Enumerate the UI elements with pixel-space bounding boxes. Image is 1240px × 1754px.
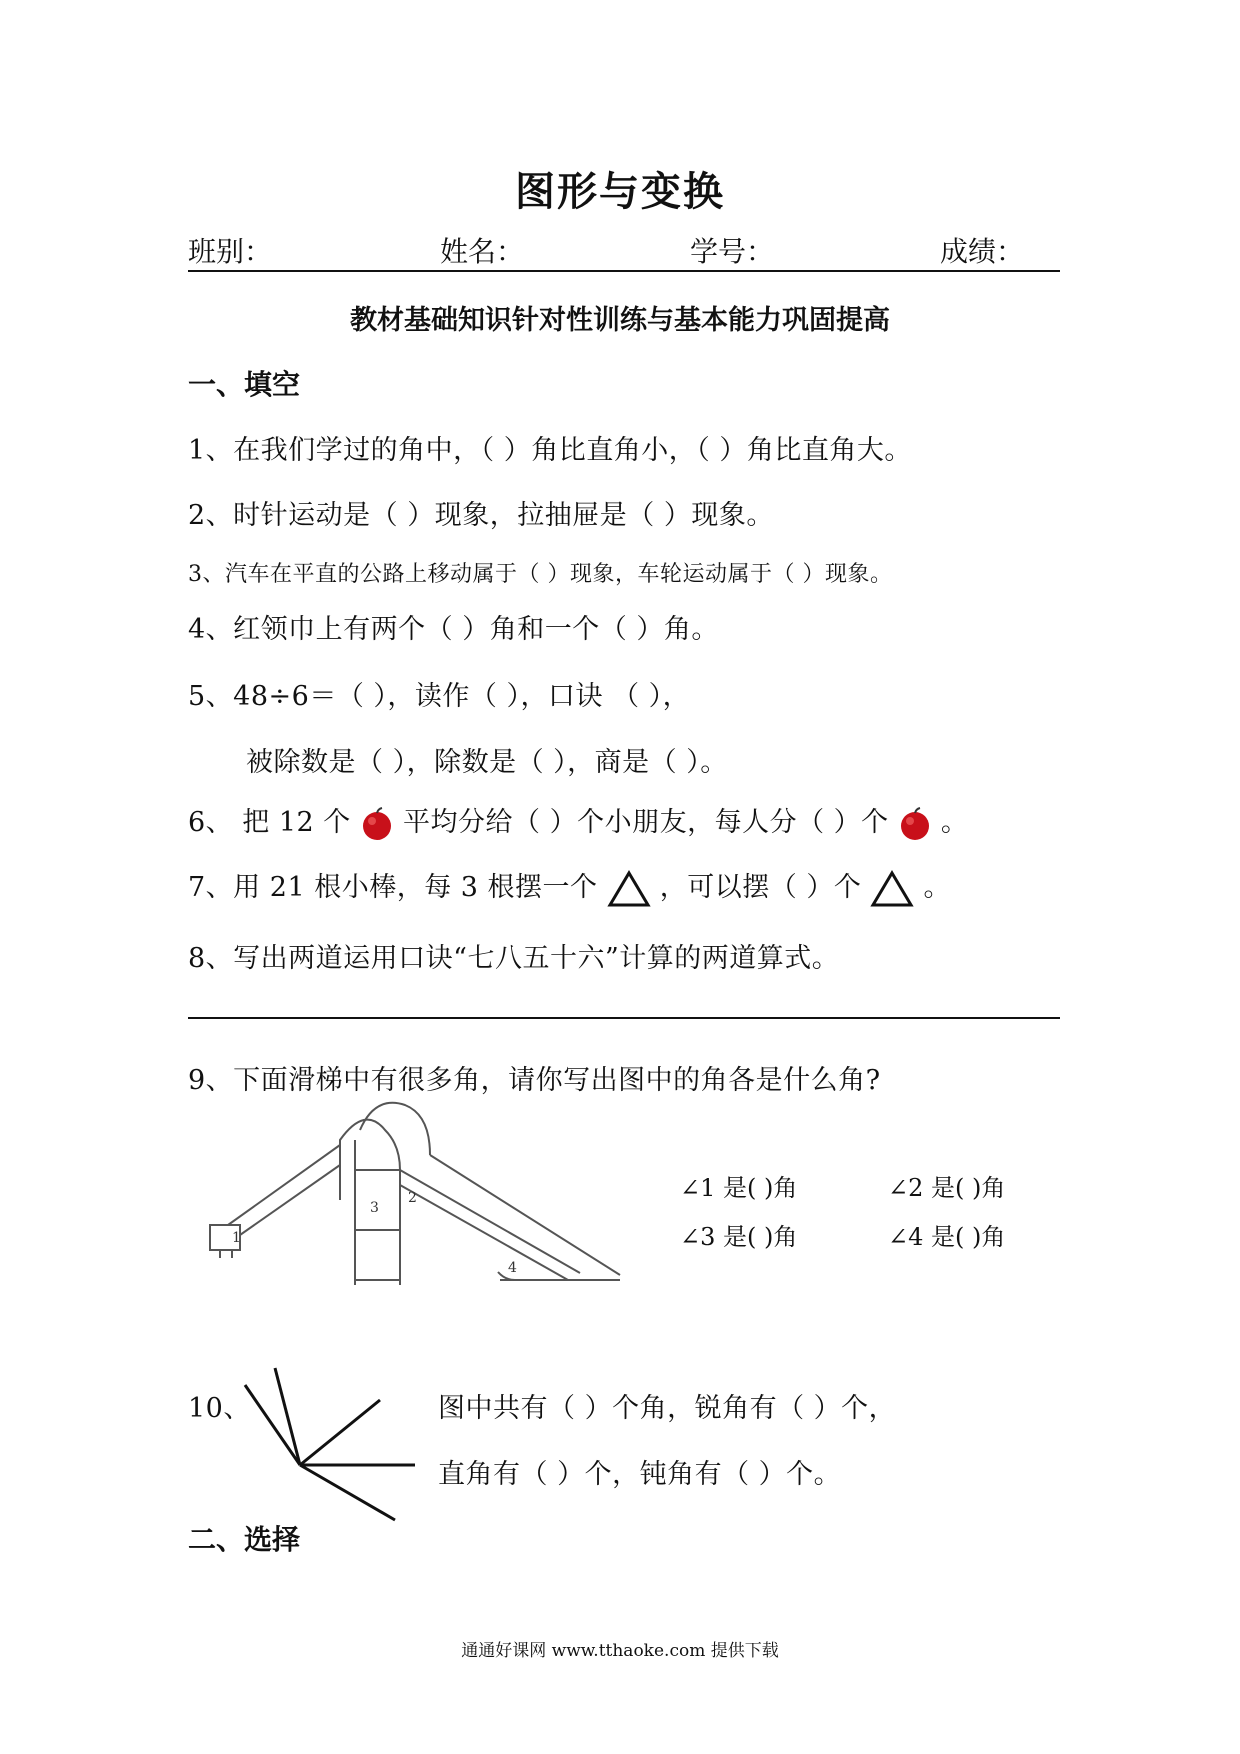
question-6-part-a: 6、 把 12 个 (188, 807, 351, 838)
triangle-icon (607, 870, 651, 908)
angle-label-3: 3 (370, 1200, 379, 1216)
section-fill-in: 一、填空 (188, 368, 301, 401)
name-label: 姓名： (440, 235, 525, 268)
angle-label-4: 4 (508, 1260, 517, 1276)
angle-2-question: ∠2 是( )角 (888, 1174, 1006, 1202)
answer-line (188, 1017, 1060, 1019)
question-7 (188, 865, 951, 908)
page-title: 图形与变换 (515, 169, 725, 215)
class-label: 班别： (188, 235, 273, 268)
question-7-part-b: ，可以摆（ ）个 (659, 872, 862, 903)
question-10-line1: 图中共有（ ）个角，锐角有（ ）个， (438, 1393, 897, 1424)
angle-label-1: 1 (232, 1230, 241, 1246)
angle-4-question: ∠4 是( )角 (888, 1223, 1006, 1251)
triangle-icon (870, 870, 914, 908)
question-3: 3、汽车在平直的公路上移动属于（ ）现象，车轮运动属于（ ）现象。 (188, 562, 893, 587)
question-8: 8、写出两道运用口诀“七八五十六”计算的两道算式。 (188, 943, 840, 974)
apple-icon (898, 807, 932, 841)
angle-1-question: ∠1 是( )角 (680, 1174, 798, 1202)
question-10-number: 10、 (188, 1393, 251, 1424)
student-info-row (188, 230, 1060, 272)
question-1: 1、在我们学过的角中，（ ）角比直角小，（ ）角比直角大。 (188, 435, 912, 466)
subtitle: 教材基础知识针对性训练与基本能力巩固提高 (350, 305, 890, 336)
score-label: 成绩： (940, 235, 1025, 268)
section-choice: 二、选择 (188, 1523, 301, 1556)
question-5-line2: 被除数是（ ），除数是（ ），商是（ ）。 (246, 747, 728, 778)
question-5-line1: 5、48÷6＝（ ），读作（ ），口诀 （ ）， (188, 681, 691, 712)
angle-3-question: ∠3 是( )角 (680, 1223, 798, 1251)
question-6-part-b: 平均分给（ ）个小朋友，每人分（ ）个 (402, 807, 889, 838)
question-6-part-c: 。 (940, 807, 969, 838)
angles-diagram (240, 1365, 420, 1525)
question-6 (188, 800, 968, 841)
question-4: 4、红领巾上有两个（ ）角和一个（ ）角。 (188, 614, 719, 645)
question-2: 2、时针运动是（ ）现象，拉抽屉是（ ）现象。 (188, 500, 774, 531)
footer-source: 通通好课网 www.tthaoke.com 提供下载 (461, 1641, 779, 1661)
question-10-line2: 直角有（ ）个，钝角有（ ）个。 (438, 1459, 842, 1490)
angle-label-2: 2 (408, 1190, 417, 1206)
question-7-part-c: 。 (923, 872, 952, 903)
question-7-part-a: 7、用 21 根小棒，每 3 根摆一个 (188, 872, 598, 903)
number-label: 学号： (690, 235, 775, 268)
apple-icon (360, 807, 394, 841)
slide-diagram (160, 1100, 660, 1300)
question-9: 9、下面滑梯中有很多角，请你写出图中的角各是什么角? (188, 1065, 881, 1096)
